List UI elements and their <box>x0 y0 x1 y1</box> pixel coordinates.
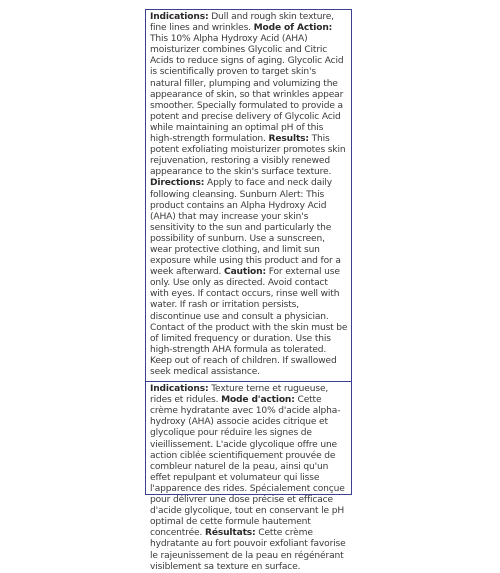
caution-text: For external use only. Use only as directed. Avoid contact with eyes. If contact occurs, rinse well with water. If rash or irritation persists, discontinue use and consult a physician. Contact of the product with the skin must be of limited frequency or duration. Use this high-strength AHA formula as tolerated. Keep out of reach of children. If swallowed seek medical assistance. <box>150 267 348 377</box>
results-label: Results: <box>268 134 309 145</box>
fr-indications-text: Texture terne et rugueuse, rides et ridules. <box>150 384 329 406</box>
mode-of-action-label: Mode of Action: <box>253 23 333 34</box>
caution-label: Caution: <box>224 267 266 278</box>
mode-of-action-text: This 10% Alpha Hydroxy Acid (AHA) moisturizer combines Glycolic and Citric Acids to reduce signs of aging. Glycolic Acid is scientifically proven to target skin's natural filler, plumping and volumizing the appearance of skin, so that wrinkles appear smoother. Specially formulated to provide a potent and precise delivery of Glycolic Acid while maintaining an optimal pH of this high-strength formulation. <box>150 34 344 145</box>
directions-label: Directions: <box>150 178 205 189</box>
fr-indications-label: Indications: <box>150 384 209 395</box>
fr-results-label: Résultats: <box>204 528 256 539</box>
indications-label: Indications: <box>150 12 209 22</box>
english-description <box>146 10 351 378</box>
fr-mode-action-label: Mode d'action: <box>221 395 295 406</box>
french-description <box>146 382 351 573</box>
results-text: This potent exfoliating moisturizer promotes skin rejuvenation, restoring a visibly renewed appearance to the skin's surface texture. <box>150 134 346 178</box>
product-info-panel <box>145 9 352 572</box>
fr-mode-action-text: Cette crème hydratante avec 10% d'acide alpha-hydroxy (AHA) associe acides citrique et glycolique pour réduire les signes de vieillissement. L'acide glycolique offre une action ciblée scientifiquement prouvée de combleur naturel de la peau, ainsi qu'un effet repulpant et volumateur qui lisse l'apparence des rides. Spécialement conçue pour délivrer une dose précise et efficace d'acide glycolique, tout en conservant le pH optimal de cette formule hautement concentrée. <box>150 395 345 539</box>
fr-results-text: Cette crème hydratante au fort pouvoir exfoliant favorise le rajeunissement de la peau en régénérant visiblement sa texture en surface. <box>150 528 346 572</box>
directions-text: Apply to face and neck daily following cleansing. Sunburn Alert: This product contains an Alpha Hydroxy Acid (AHA) that may increase your skin's sensitivity to the sun and particularly the possibility of sunburn. Use a sunscreen, wear protective clothing, and limit sun exposure while using this product and for a week afterward. <box>150 178 341 278</box>
indications-text: Dull and rough skin texture, fine lines and wrinkles. <box>150 12 334 34</box>
